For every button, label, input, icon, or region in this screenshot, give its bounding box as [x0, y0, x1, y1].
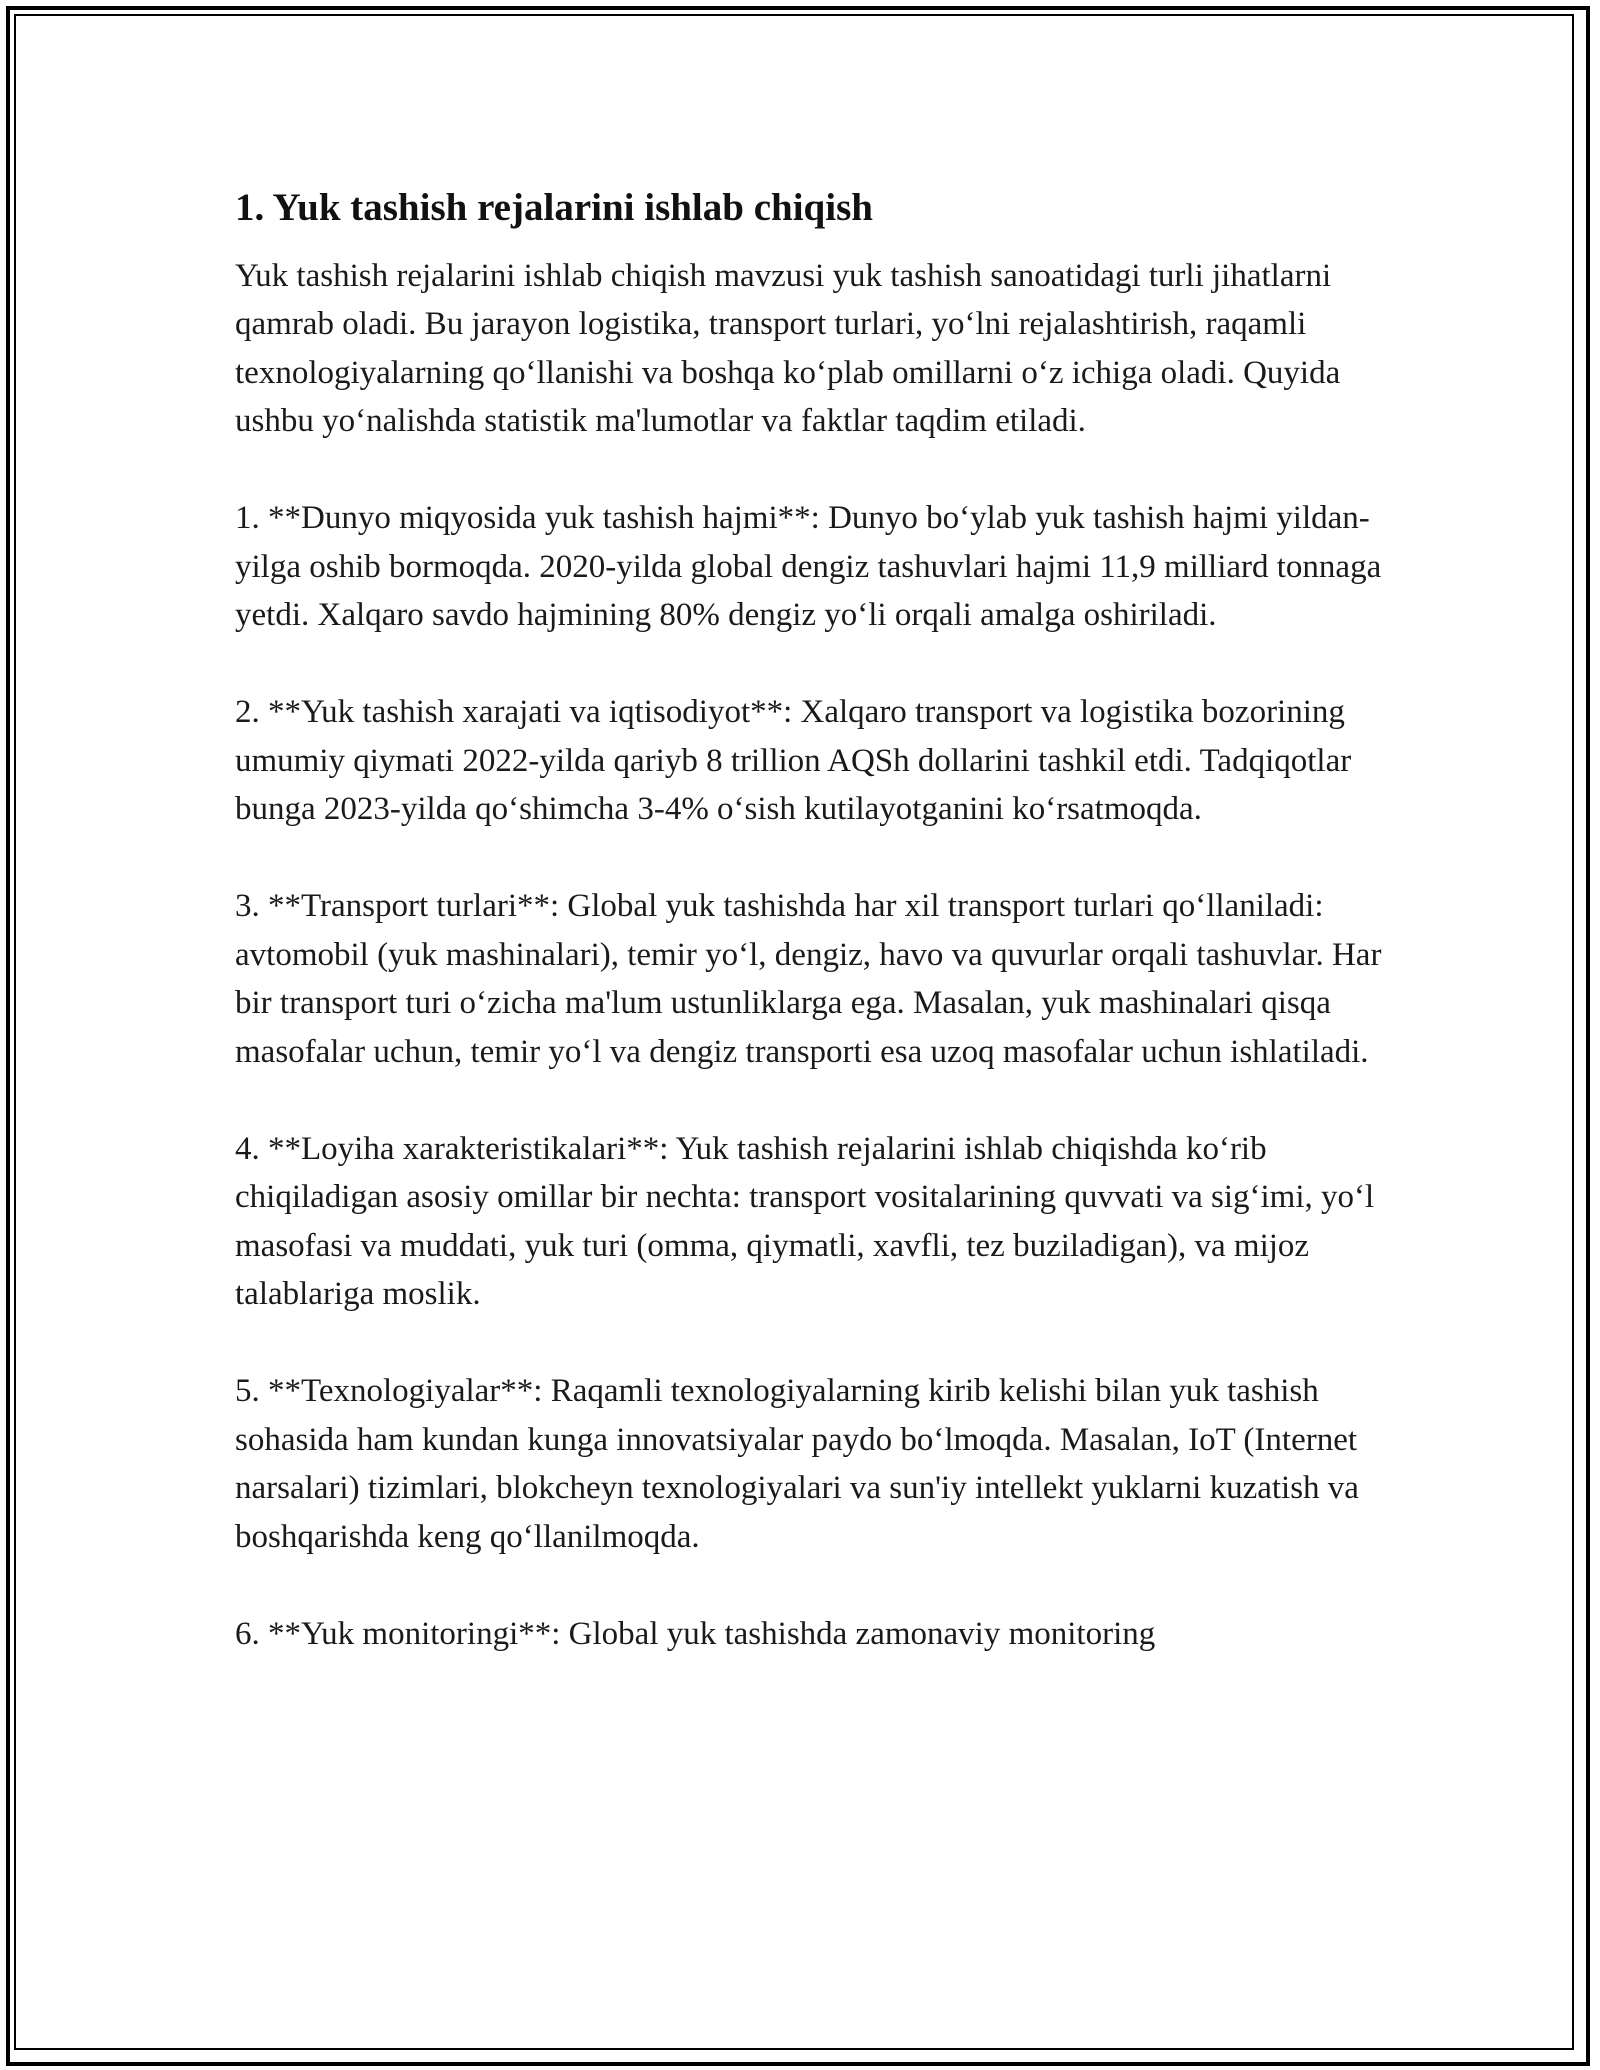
list-item-cost-economy: 2. **Yuk tashish xarajati va iqtisodiyot**: Xalqaro transport va logistika bozorining umumiy qiymati 2022-yilda qariyb 8 trillion AQSh dollarini tashkil etdi. Tadqiqotlar bunga 2023-yilda qo‘shimcha 3-4% o‘sish kutilayotganini ko‘rsatmoqda.: [235, 694, 1352, 828]
document-title: 1. Yuk tashish rejalarini ishlab chiqish: [235, 186, 873, 229]
list-item-world-volume: 1. **Dunyo miqyosida yuk tashish hajmi**: Dunyo bo‘ylab yuk tashish hajmi yildan-yilga oshib bormoqda. 2020-yilda global dengiz tashuvlari hajmi 11,9 milliard tonnaga yetdi. Xalqaro savdo hajmining 80% dengiz yo‘li orqali amalga oshiriladi.: [235, 500, 1382, 634]
list-item-project-characteristics: 4. **Loyiha xarakteristikalari**: Yuk tashish rejalarini ishlab chiqishda ko‘rib chiqiladigan asosiy omillar bir nechta: transport vositalarining quvvati va sig‘imi, yo‘l masofasi va muddati, yuk turi (omma, qiymatli, xavfli, tez buziladigan), va mijoz talablariga moslik.: [235, 1130, 1375, 1313]
list-item-monitoring: 6. **Yuk monitoringi**: Global yuk tashishda zamonaviy monitoring: [235, 1615, 1156, 1652]
list-item-technologies: 5. **Texnologiyalar**: Raqamli texnologiyalarning kirib kelishi bilan yuk tashish sohasida ham kundan kunga innovatsiyalar paydo bo‘lmoqda. Masalan, IoT (Internet narsalari) tizimlari, blokcheyn texnologiyalari va sun'iy intellekt yuklarni kuzatish va boshqarishda keng qo‘llanilmoqda.: [235, 1373, 1359, 1555]
document-body: [235, 185, 1385, 1707]
list-item-transport-types: 3. **Transport turlari**: Global yuk tashishda har xil transport turlari qo‘llaniladi: avtomobil (yuk mashinalari), temir yo‘l, dengiz, havo va quvurlar orqali tashuvlar. Har bir transport turi o‘zicha ma'lum ustunliklarga ega. Masalan, yuk mashinalari qisqa masofalar uchun, temir yo‘l va dengiz transporti esa uzoq masofalar uchun ishlatiladi.: [235, 888, 1382, 1070]
intro-paragraph: Yuk tashish rejalarini ishlab chiqish mavzusi yuk tashish sanoatidagi turli jihatlarni qamrab oladi. Bu jarayon logistika, transport turlari, yo‘lni rejalashtirish, raqamli texnologiyalarning qo‘llanishi va boshqa ko‘plab omillarni o‘z ichiga oladi. Quyida ushbu yo‘nalishda statistik ma'lumotlar va faktlar taqdim etiladi.: [235, 257, 1341, 440]
